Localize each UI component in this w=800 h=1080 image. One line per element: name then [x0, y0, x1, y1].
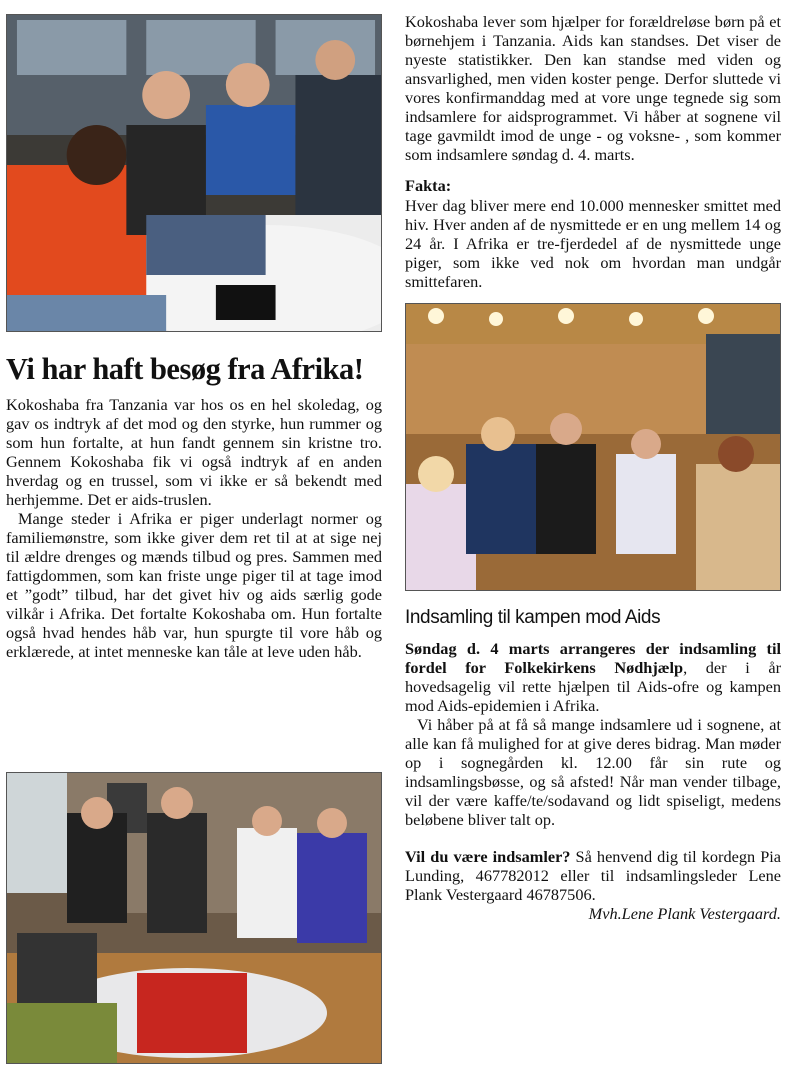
question-rest: Så henvend dig til kordegn Pia Lunding, 467782012 eller til indsamlingsleder Lene Plank Vestergaard 46787506. — [405, 847, 781, 904]
left-body-text — [6, 395, 382, 661]
intro-text — [405, 12, 781, 164]
volunteer-question — [405, 847, 781, 923]
paragraph-1: Kokoshaba fra Tanzania var hos os en hel skoledag, og gav os indtryk af det mod og den styrke, hun rummer og som hun fortalte, at hun fandt gennem sin kristne tro. Gennem Kokoshaba fik vi også indtryk af en anden hverdag og en trussel, som vi ikke er så bekendt med herhjemme. Det er aids-truslen. — [6, 395, 382, 509]
left-column — [6, 14, 382, 661]
question-bold: Vil du være indsamler? — [405, 847, 571, 866]
right-column — [405, 12, 781, 923]
lead-rest: , der i år hovedsagelig vil rette hjælpen til Aids-ofre og kampen mod Aids-epidemien i Afrika. — [405, 658, 781, 715]
photo-group-on-mattress — [6, 14, 382, 332]
article-headline: Vi har haft besøg fra Afrika! — [6, 352, 364, 386]
fakta-paragraph: Hver dag bliver mere end 10.000 mennesker smittet med hiv. Hver anden af de nysmittede er en ung mellem 14 og 24 år. I Afrika er tre-fjerdedel af de nysmittede unge piger, som ikke ved nok om hvordan man undgår smittefaren. — [405, 196, 781, 291]
fakta-title: Fakta: — [405, 176, 452, 195]
lead-bold: Søndag d. 4 marts arrangeres der indsamling til fordel for Folkekirkens Nødhjælp — [405, 639, 781, 677]
section-subhead: Indsamling til kampen mod Aids — [405, 607, 661, 628]
collection-text — [405, 639, 781, 923]
photo-hall-meeting — [405, 303, 781, 591]
collection-paragraph: Vi håber på at få så mange indsamlere ud i sognene, at alle kan få mulighed for at give deres bidrag. Man møder op i sognegården kl. 12.00 får sin rute og indsamlingsbøsse, og så afsted! Når man vender tilbage, vil der være kaffe/te/sodavand og lidt spiseligt, medens beløbene bliver talt op. — [405, 715, 781, 829]
intro-paragraph: Kokoshaba lever som hjælper for forældreløse børn på et børnehjem i Tanzania. Aids kan standses. Det viser de nyeste statistikker. Den kan standse med viden og ansvarlighed, men viden koster penge. Derfor sluttede vi vores konfirmanddag med at vore unge tegnede sig som indsamlere for aidsprogrammet. Vi håber at sognene vil tage gavmildt imod de unge - og voksne- , som kommer som indsamlere søndag d. 4. marts. — [405, 12, 781, 164]
photo-group-in-room — [6, 772, 382, 1064]
paragraph-2: Mange steder i Afrika er piger underlagt normer og familiemønstre, som ikke giver dem ret til at at sige nej til ældre drenges og mænds tilbud og pres. Sammen med fattigdommen, som kan friste unge piger til at tage imod et ”godt” tilbud, har det givet hiv og aids særlig gode vilkår i Afrika. Det fortalte Kokoshaba om. Hun fortalte også hvad hendes håb var, hun spurgte til vore håb og erklærede, at intet menneske kan tåle at leve uden håb. — [6, 509, 382, 661]
fakta-text — [405, 196, 781, 291]
signature: Mvh.Lene Plank Vestergaard. — [588, 904, 781, 923]
collection-lead — [405, 639, 781, 715]
